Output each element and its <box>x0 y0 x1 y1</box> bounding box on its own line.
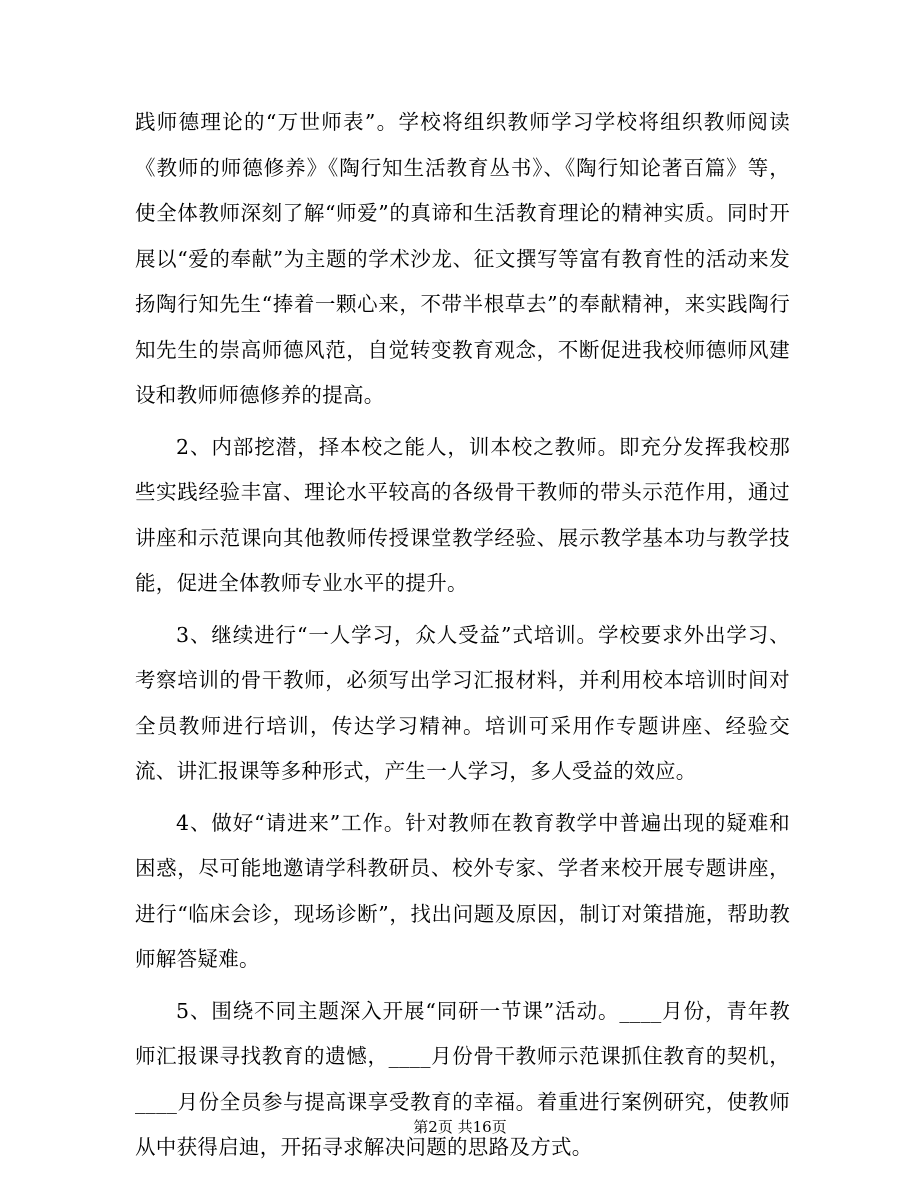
page-number-footer: 第2页 共16页 <box>413 1118 507 1136</box>
paragraph-item-3: 3、继续进行“一人学习，众人受益”式培训。学校要求外出学习、考察培训的骨干教师，必须写出学习汇报材料，并利用校本培训时间对全员教师进行培训，传达学习精神。培训可采用作专题讲座、经验交流、讲汇报课等多种形式，产生一人学习，多人受益的效应。 <box>135 622 790 783</box>
paragraph-continuation: 践师德理论的“万世师表”。学校将组织教师学习学校将组织教师阅读《教师的师德修养》《陶行知生活教育丛书》、《陶行知论著百篇》等，使全体教师深刻了解“师爱”的真谛和生活教育理论的精神实质。同时开展以“爱的奉献”为主题的学术沙龙、征文撰写等富有教育性的活动来发扬陶行知先生“捧着一颗心来，不带半根草去”的奉献精神，来实践陶行知先生的崇高师德风范，自觉转变教育观念，不断促进我校师德师风建设和教师师德修养的提高。 <box>135 110 790 407</box>
paragraph-item-4: 4、做好“请进来”工作。针对教师在教育教学中普遍出现的疑难和困惑，尽可能地邀请学科教研员、校外专家、学者来校开展专题讲座，进行“临床会诊，现场诊断”，找出问题及原因，制订对策措施，帮助教师解答疑难。 <box>135 810 790 971</box>
paragraph-item-5: 5、围绕不同主题深入开展“同研一节课”活动。____月份，青年教师汇报课寻找教育的遗憾，____月份骨干教师示范课抓住教育的契机，____月份全员参与提高课享受教育的幸福。着重进行案例研究，使教师从中获得启迪，开拓寻求解决问题的思路及方式。 <box>135 998 790 1159</box>
document-body <box>135 100 790 1171</box>
paragraph-item-2: 2、内部挖潜，择本校之能人，训本校之教师。即充分发挥我校那些实践经验丰富、理论水平较高的各级骨干教师的带头示范作用，通过讲座和示范课向其他教师传授课堂教学经验、展示教学基本功与教学技能，促进全体教师专业水平的提升。 <box>135 434 790 595</box>
